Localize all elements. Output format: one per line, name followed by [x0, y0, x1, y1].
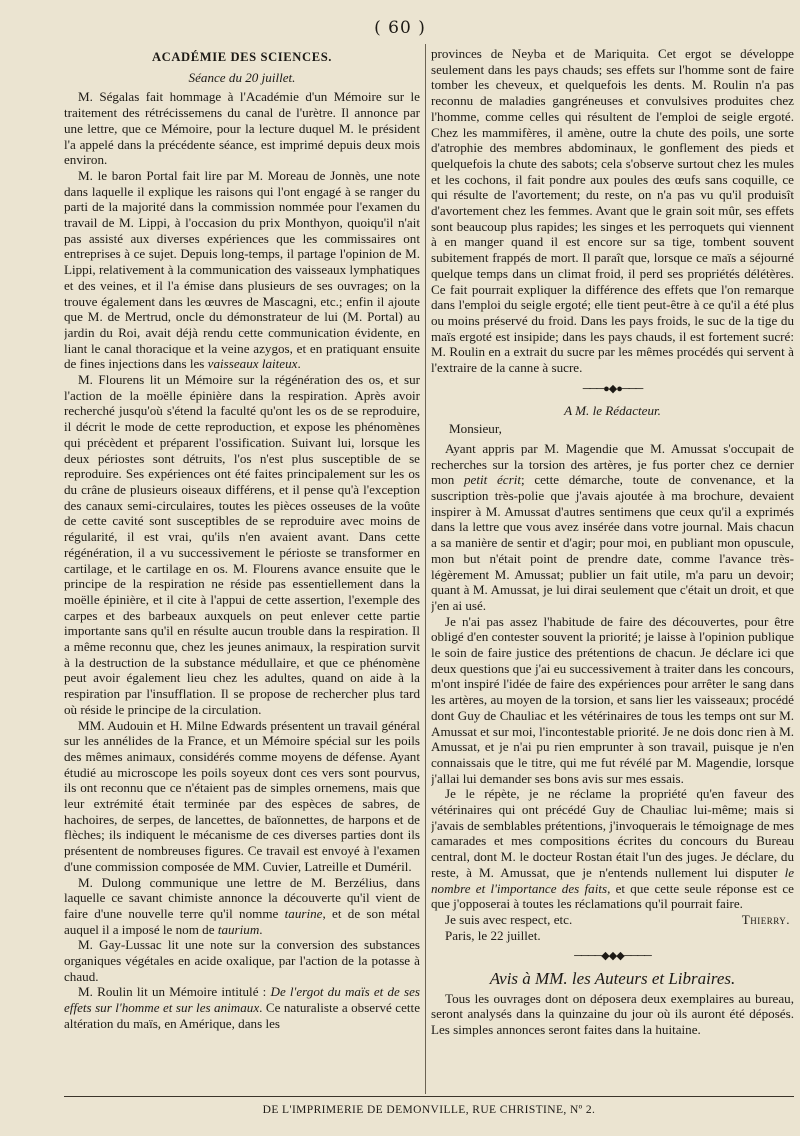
footer-rule	[64, 1096, 794, 1097]
italic-memoir-title: De l'ergot du maïs et de ses effets sur l'homme et sur les animaux	[64, 984, 420, 1016]
paragraph-portal: M. le baron Portal fait lire par M. Moreau de Jonnès, une note dans laquelle il explique les raisons qui l'ont engagé à se ranger du parti de la majorité dans la commission nommée pour l'examen du travail de M. Lippi, à l'occasion du prix Monthyon, quoiqu'il n'ait pas assisté aux diverses expériences que les commissaires ont entreprises à ce sujet. Depuis long-temps, il partage l'opinion de M. Lippi, relativement à la communication des vaisseaux lymphatiques et des veines, et il l'a émise dans plusieurs de ses ouvrages; on la trouve également dans les œuvres de Mascagni, etc.; enfin il ajoute que M. de Mertrud, oncle du démonstrateur de lui (M. Portal) au jardin du Roi, avait déjà rendu cette communication évidente, en liant le canal thoracique et la veine azygos, et en pratiquant ensuite de fines injections dans les vaisseaux laiteux.	[64, 167, 420, 372]
column-divider	[425, 44, 426, 1094]
paragraph-roulin: M. Roulin lit un Mémoire intitulé : De l'ergot du maïs et de ses effets sur l'homme et sur les animaux. Ce naturaliste a observé cette altération du maïs, en Amérique, dans les	[64, 984, 420, 1031]
closing-text: Je suis avec respect, etc.	[445, 911, 573, 927]
italic-taurine: taurine	[284, 905, 323, 921]
section-title: ACADÉMIE DES SCIENCES.	[151, 50, 333, 64]
notice-text: Tous les ouvrages dont on déposera deux exemplaires au bureau, seront analysés dans la quinzaine du jour où ils auront été déposés. Les simples annonces seront faites dans la huitaine.	[431, 990, 794, 1038]
right-column	[431, 46, 794, 1091]
letter-salutation: Monsieur,	[449, 421, 502, 437]
paragraph-gay-lussac: M. Gay-Lussac lit une note sur la conversion des substances organiques végétales en acide oxalique, par l'action de la potasse à chaud.	[64, 937, 420, 984]
italic-phrase: vaisseaux laiteux	[207, 356, 298, 372]
session-date: Séance du 20 juillet.	[188, 69, 296, 85]
letter-paragraph-2: Je n'ai pas assez l'habitude de faire des découvertes, pour être obligé d'en contester souvent la priorité; je laisse à l'opinion publique le soin de faire justice des prétentions de chacun. Je déclare ici que deux questions que j'ai eu successivement à traiter dans les concours, m'ont inspiré l'idée de faire des expériences pour arrêter le sang dans les artères, au moyen de la torsion, et sans lier les vaisseaux; procédé dont Guy de Chauliac et les vétérinaires de tous les temps ont sur M. Amussat et sur moi, l'incontestable priorité. Je ne dois donc rien à M. Amussat, et je n'ai pu rien emprunter à son travail, puisque je n'en connaissais que le titre, qui me fut révélé par M. Magendie, lorsque j'allai lui demander ses bons avis sur mes essais.	[431, 613, 794, 786]
page-number: ( 60 )	[374, 18, 426, 38]
left-column	[64, 46, 420, 1091]
italic-phrase-faits: le nombre et l'importance des faits	[431, 864, 794, 896]
closing-row	[431, 912, 794, 928]
paragraph-roulin-continued: provinces de Neyba et de Mariquita. Cet ergot se développe seulement dans les pays chauds; ses effets sur l'homme sont de faire tomber les cheveux, et quelquefois les dents. M. Roulin n'a pas reconnu de maladies gangréneuses et convulsives produites chez l'homme, comme celles qui résultent de l'emploi de seigle ergoté. Chez les mammifères, il amène, outre la chute des poils, une sorte d'atrophie des membres abdominaux, le gonflement des pieds et quelquefois la chute des sabots; cela s'observe surtout chez les mules et les cochons, il fait pondre aux poules des œufs sans coquille, ce qui résulte de l'avortement; du reste, on n'a pas vu qu'il produisît d'avortement chez les femmes. Avant que le grain soit mûr, ses effets sont beaucoup plus rapides; les singes et les perroquets qui viennent à en manger quand il est encore sur sa tige, tombent souvent subitement frappés de mort. Il paraît que, lorsque ce maïs a séjourné quelque temps dans un climat froid, il perd ses propriétés délétères. Ce fait pourrait expliquer la différence des effets que l'on remarque dans l'emploi du seigle ergoté; elle tient peut-être à ce qu'il a été plus ou moins préservé du froid. Dans les pays froids, le suc de la tige du maïs ergoté est insipide; dans les pays chauds, il est fortement sucré: M. Roulin en a extrait du sucre par les mêmes procédés qui servent à l'extraire de la canne à sucre.	[431, 46, 794, 376]
paragraph-dulong: M. Dulong communique une lettre de M. Berzélius, dans laquelle ce savant chimiste annonce la découverte qu'il vient de faire d'une nouvelle terre qu'il nomme taurine, et de son métal auquel il a imposé le nom de taurium.	[64, 874, 420, 937]
ornament-divider-2: ────◆◆◆────	[574, 950, 651, 963]
letter-paragraph-1: Ayant appris par M. Magendie que M. Amussat s'occupait de recherches sur la torsion des artères, je fus porter chez ce dernier mon petit écrit; cette démarche, toute de convenance, et la suscription très-polie que j'avais ajoutée à ma brochure, devaient inspirer à M. Amussat d'autres sentimens que ceux qu'il a exprimés dans la lettre que vous avez insérée dans votre journal. Mais chacun a sa manière de sentir et d'agir; pour moi, en publiant mon opuscule, mon but n'était point de prendre date, comme l'avance très-légèrement M. Amussat; publier un fait utile, m'a paru un devoir; quant à M. Amussat, je lui dirai seulement que c'était un droit, et que j'en ai usé.	[431, 440, 794, 613]
letter-heading: A M. le Rédacteur.	[564, 403, 661, 419]
ornament-divider: ───●◆●───	[582, 382, 643, 395]
letter-paragraph-3: Je le répète, je ne réclame la propriété qu'en faveur des vétérinaires qui ont précédé Guy de Chauliac lui-même; mais si j'avais de semblables prétentions, j'invoquerais le témoignage de mes camarades et mes compositions écrites du concours du Bureau central, dont M. le docteur Rostan était l'un des juges. Je déclare, du reste, à M. Amussat, que je n'entends nullement lui disputer le nombre et l'importance des faits, et que cette seule réponse est ce que j'opposerai à toutes les réclamations qu'il pourrait faire.	[431, 786, 794, 912]
paragraph-segalas: M. Ségalas fait hommage à l'Académie d'un Mémoire sur le traitement des rétrécissemens du canal de l'urètre. Il annonce par une lettre, que ce Mémoire, pour la lecture duquel M. le président l'a appelé dans la précédente séance, est imprimé depuis deux mois environ.	[64, 89, 420, 168]
signature: Thierry.	[741, 911, 790, 927]
italic-petit-ecrit: petit écrit	[464, 472, 521, 488]
printer-footer: DE L'IMPRIMERIE DE DEMONVILLE, RUE CHRISTINE, Nº 2.	[262, 1104, 596, 1116]
notice-title: Avis à MM. les Auteurs et Libraires.	[489, 969, 736, 989]
paragraph-audouin: MM. Audouin et H. Milne Edwards présentent un travail général sur les annélides de la France, et un Mémoire spécial sur les poils des mêmes animaux, considérés comme moyens de défense. Ayant étudié au microscope les poils soyeux dont ces vers sont pourvus, ils ont reconnu que ce n'étaient pas de simples ornemens, mais que leur extrémité était terminée par des espèces de sabres, de hachoires, de serpes, de lancettes, de baïonnettes, de harpons et de flèches; ils indiquent le mécanisme de ces diverses parties dont ils présentent de nombreuses figures. Ce travail est envoyé à l'examen d'une commission composée de MM. Cuvier, Latreille et Duméril.	[64, 717, 420, 874]
italic-taurium: taurium	[217, 921, 260, 937]
place-date: Paris, le 22 juillet.	[445, 927, 541, 943]
paragraph-flourens: M. Flourens lit un Mémoire sur la régénération des os, et sur l'action de la moëlle épinière dans la respiration. Après avoir recherché jusqu'où s'étend la faculté qu'ont les os de se reproduire, il décrit le mode de cette reproduction, et expose les phénomènes qui précèdent et préparent l'ossification. Suivant lui, lorsque les deux périostes sont détruits, l'os n'est plus susceptible de se reproduire. Ses expériences ont été faites principalement sur les os du crâne de plusieurs oiseaux différens, et il pense qu'à l'exception des canaux semi-circulaires, toutes les pièces osseuses de la voûte de cette cavité sont susceptibles de se reproduire avec moins de régularité, il est vrai, qu'ils n'en avaient avant. Dans cette régénération, il a vu successivement le périoste se transformer en cartilage, et le cartilage en os. M. Flourens avance ensuite que le principe de la respiration ne réside pas essentiellement dans la moëlle épinière, et il cite à l'appui de cette assertion, l'exemple des carpes et des barbeaux auxquels on peut enlever cette partie importante sans qu'il en résulte aucun trouble dans la respiration. Il a même reconnu que, chez les jeunes animaux, la respiration survit à la destruction de la substance médullaire, et que ce phénomène peut avoir également lieu chez les adultes, quand on aide à la respiration par l'insufflation. Il se propose de rechercher plus tard où réside le principe de la circulation.	[64, 372, 420, 717]
